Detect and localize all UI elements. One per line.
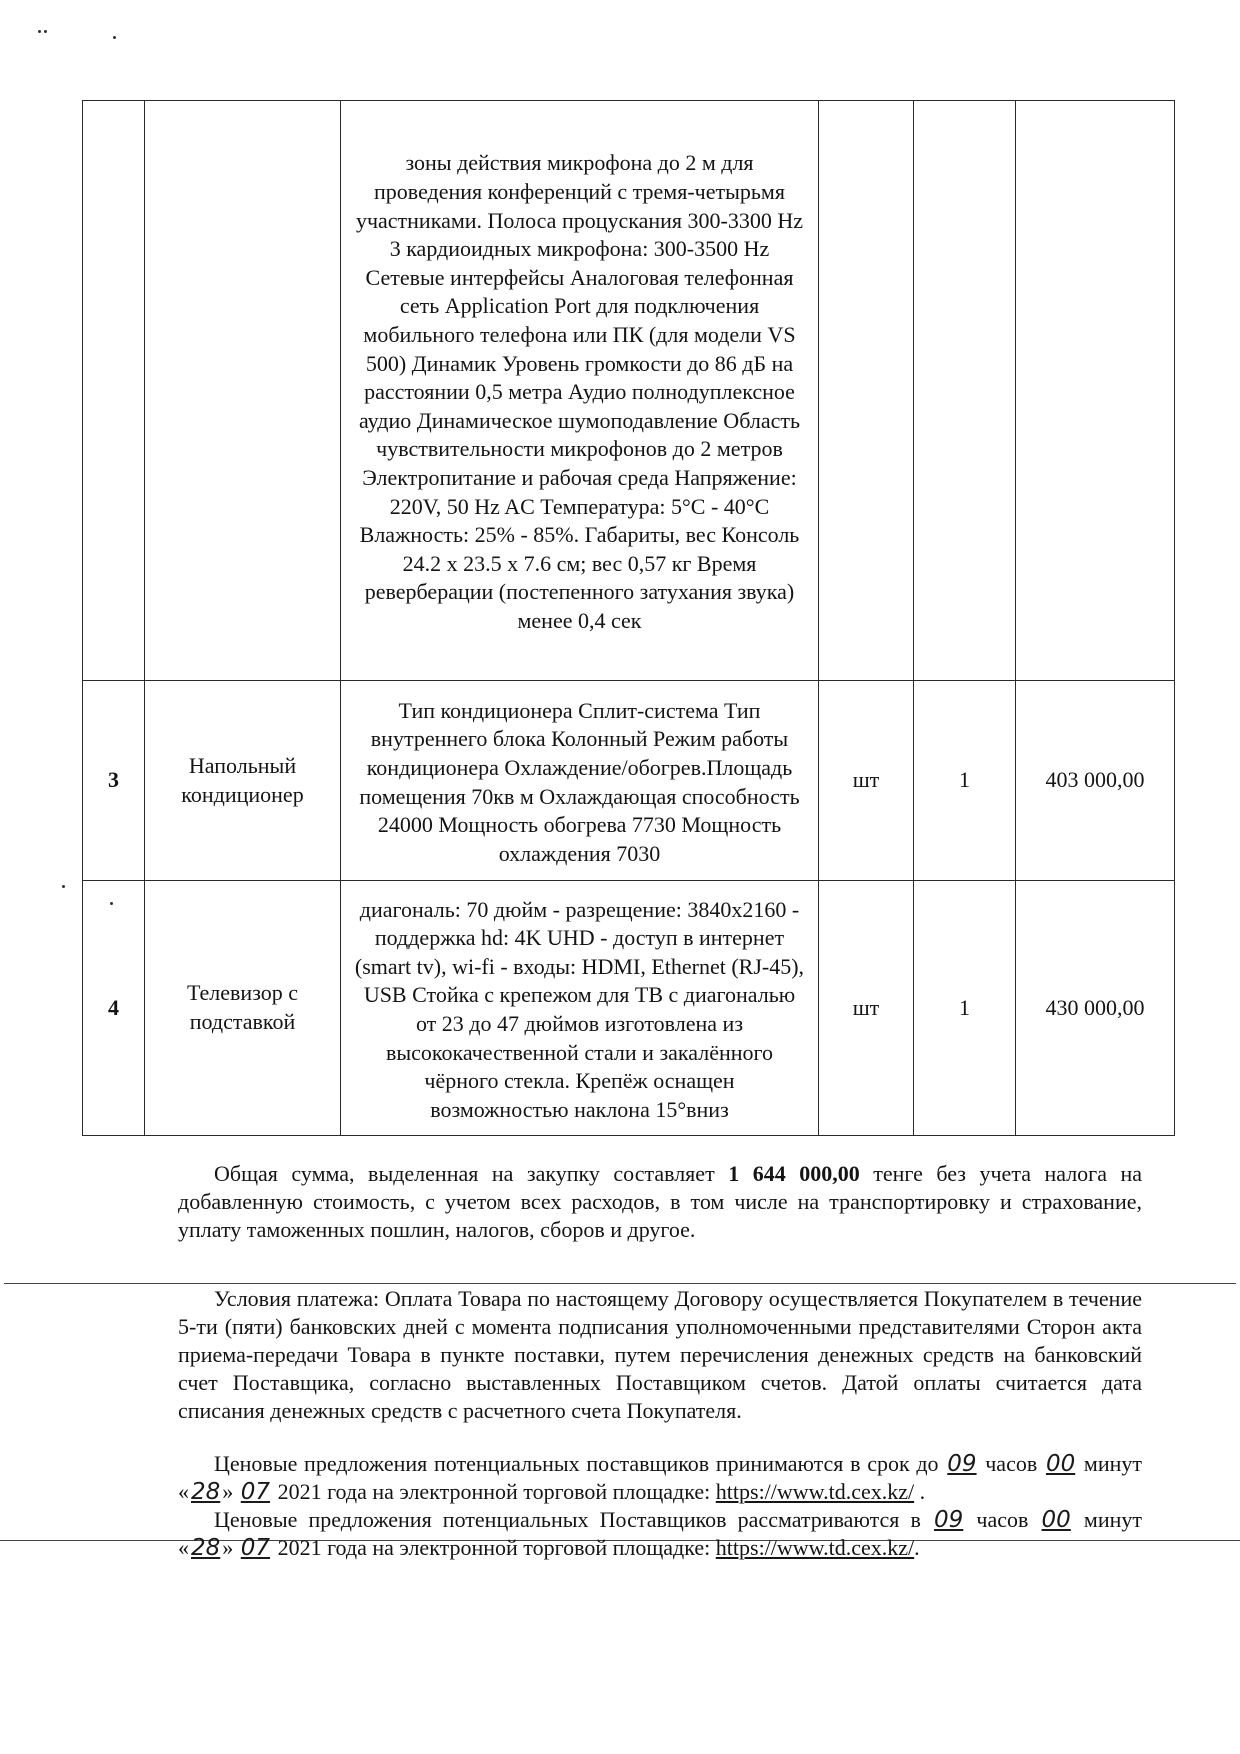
handwritten-hour: 09 — [934, 1507, 964, 1533]
items-table — [82, 100, 1175, 1136]
handwritten-month: 07 — [240, 1535, 271, 1561]
submission-deadline-paragraph — [178, 1450, 1142, 1506]
scan-line — [4, 1283, 1236, 1284]
payment-terms-paragraph — [178, 1285, 1142, 1425]
review-text: Ценовые предложения потенциальных Поставщиков рассматриваются в — [214, 1507, 932, 1532]
review-text: » — [222, 1535, 239, 1560]
item-name — [145, 101, 341, 681]
row-number: 3 — [83, 681, 145, 881]
platform-link[interactable]: https://www.td.cex.kz/ — [715, 1535, 915, 1560]
item-quantity — [914, 101, 1016, 681]
review-text: часов — [965, 1507, 1040, 1532]
row-number: 4 — [83, 881, 145, 1136]
item-description: Тип кондиционера Сплит-система Тип внутреннего блока Колонный Режим работы кондиционера Охлаждение/обогрев.Площадь помещения 70кв м Охлаждающая способность 24000 Мощность обогрева 7730 Мощность охлаждения 7030 — [341, 681, 819, 881]
submission-text: . — [914, 1479, 926, 1504]
item-amount: 430 000,00 — [1016, 881, 1175, 1136]
item-unit: шт — [819, 681, 914, 881]
total-amount: 1 644 000,00 — [728, 1161, 860, 1186]
item-unit: шт — [819, 881, 914, 1136]
item-unit — [819, 101, 914, 681]
table-row — [83, 881, 1175, 1136]
submission-text: минут « — [178, 1451, 1143, 1504]
handwritten-minute: 00 — [1045, 1451, 1076, 1477]
item-description: зоны действия микрофона до 2 м для проведения конференций с тремя-четырьмя участниками. Полоса процускания 300-3300 Hz 3 кардиоидных микрофона: 300-3500 Hz Сетевые интерфейсы Аналоговая телефонная сеть Application Port для подключения мобильного телефона или ПК (для модели VS 500) Динамик Уровень громкости до 86 дБ на расстоянии 0,5 метра Аудио полнодуплексное аудио Динамическое шумоподавление Область чувствительности микрофонов до 2 метров Электропитание и рабочая среда Напряжение: 220V, 50 Hz AC Температура: 5°С - 40°С Влажность: 25% - 85%. Габариты, вес Консоль 24.2 x 23.5 x 7.6 см; вес 0,57 кг Время реверберации (постепенного затухания звука) менее 0,4 сек — [341, 101, 819, 681]
item-quantity: 1 — [914, 681, 1016, 881]
submission-text: Ценовые предложения потенциальных поставщиков принимаются в срок до — [214, 1451, 946, 1476]
table-row — [83, 681, 1175, 881]
review-text: минут « — [178, 1507, 1142, 1560]
review-text: . — [914, 1535, 920, 1560]
item-name: Телевизор с подставкой — [145, 881, 341, 1136]
item-amount — [1016, 101, 1175, 681]
submission-text: » — [222, 1479, 239, 1504]
item-quantity: 1 — [914, 881, 1016, 1136]
platform-link[interactable]: https://www.td.cex.kz/ — [715, 1479, 915, 1504]
payment-terms-text: Условия платежа: Оплата Товара по настоящему Договору осуществляется Покупателем в течение 5-ти (пяти) банковских дней с момента подписания уполномоченными представителями Сторон акта приема-передачи Товара в пункте поставки, путем перечисления денежных средств на банковский счет Поставщика, согласно выставленных Поставщиком счетов. Датой оплаты считается дата списания денежных средств с расчетного счета Покупателя. — [178, 1286, 1142, 1423]
total-amount-paragraph — [178, 1160, 1142, 1244]
total-text-before: Общая сумма, выделенная на закупку составляет — [214, 1161, 729, 1186]
review-text: 2021 года на электронной торговой площадке: — [272, 1535, 716, 1560]
handwritten-month: 07 — [240, 1479, 271, 1505]
review-date-paragraph — [178, 1506, 1142, 1562]
handwritten-day: 28 — [191, 1479, 221, 1505]
handwritten-minute: 00 — [1041, 1507, 1071, 1533]
handwritten-day: 28 — [191, 1535, 221, 1561]
row-number — [83, 101, 145, 681]
submission-text: часов — [978, 1451, 1044, 1476]
item-amount: 403 000,00 — [1016, 681, 1175, 881]
submission-text: 2021 года на электронной торговой площадке: — [272, 1479, 716, 1504]
item-name: Напольный кондиционер — [145, 681, 341, 881]
table-row — [83, 101, 1175, 681]
item-description: диагональ: 70 дюйм - разрещение: 3840x2160 - поддержка hd: 4K UHD - доступ в интернет (smart tv), wi-fi - входы: HDMI, Ethernet (RJ-45), USB Стойка с крепежом для ТВ с диагональю от 23 до 47 дюймов изготовлена из высококачественной стали и закалённого чёрного стекла. Крепёж оснащен возможностью наклона 15°вниз — [341, 881, 819, 1136]
total-text-after: тенге без учета налога на добавленную стоимость, с учетом всех расходов, в том числе на транспортировку и страхование, уплату таможенных пошлин, налогов, сборов и другое. — [178, 1161, 1143, 1242]
handwritten-hour: 09 — [947, 1451, 977, 1477]
